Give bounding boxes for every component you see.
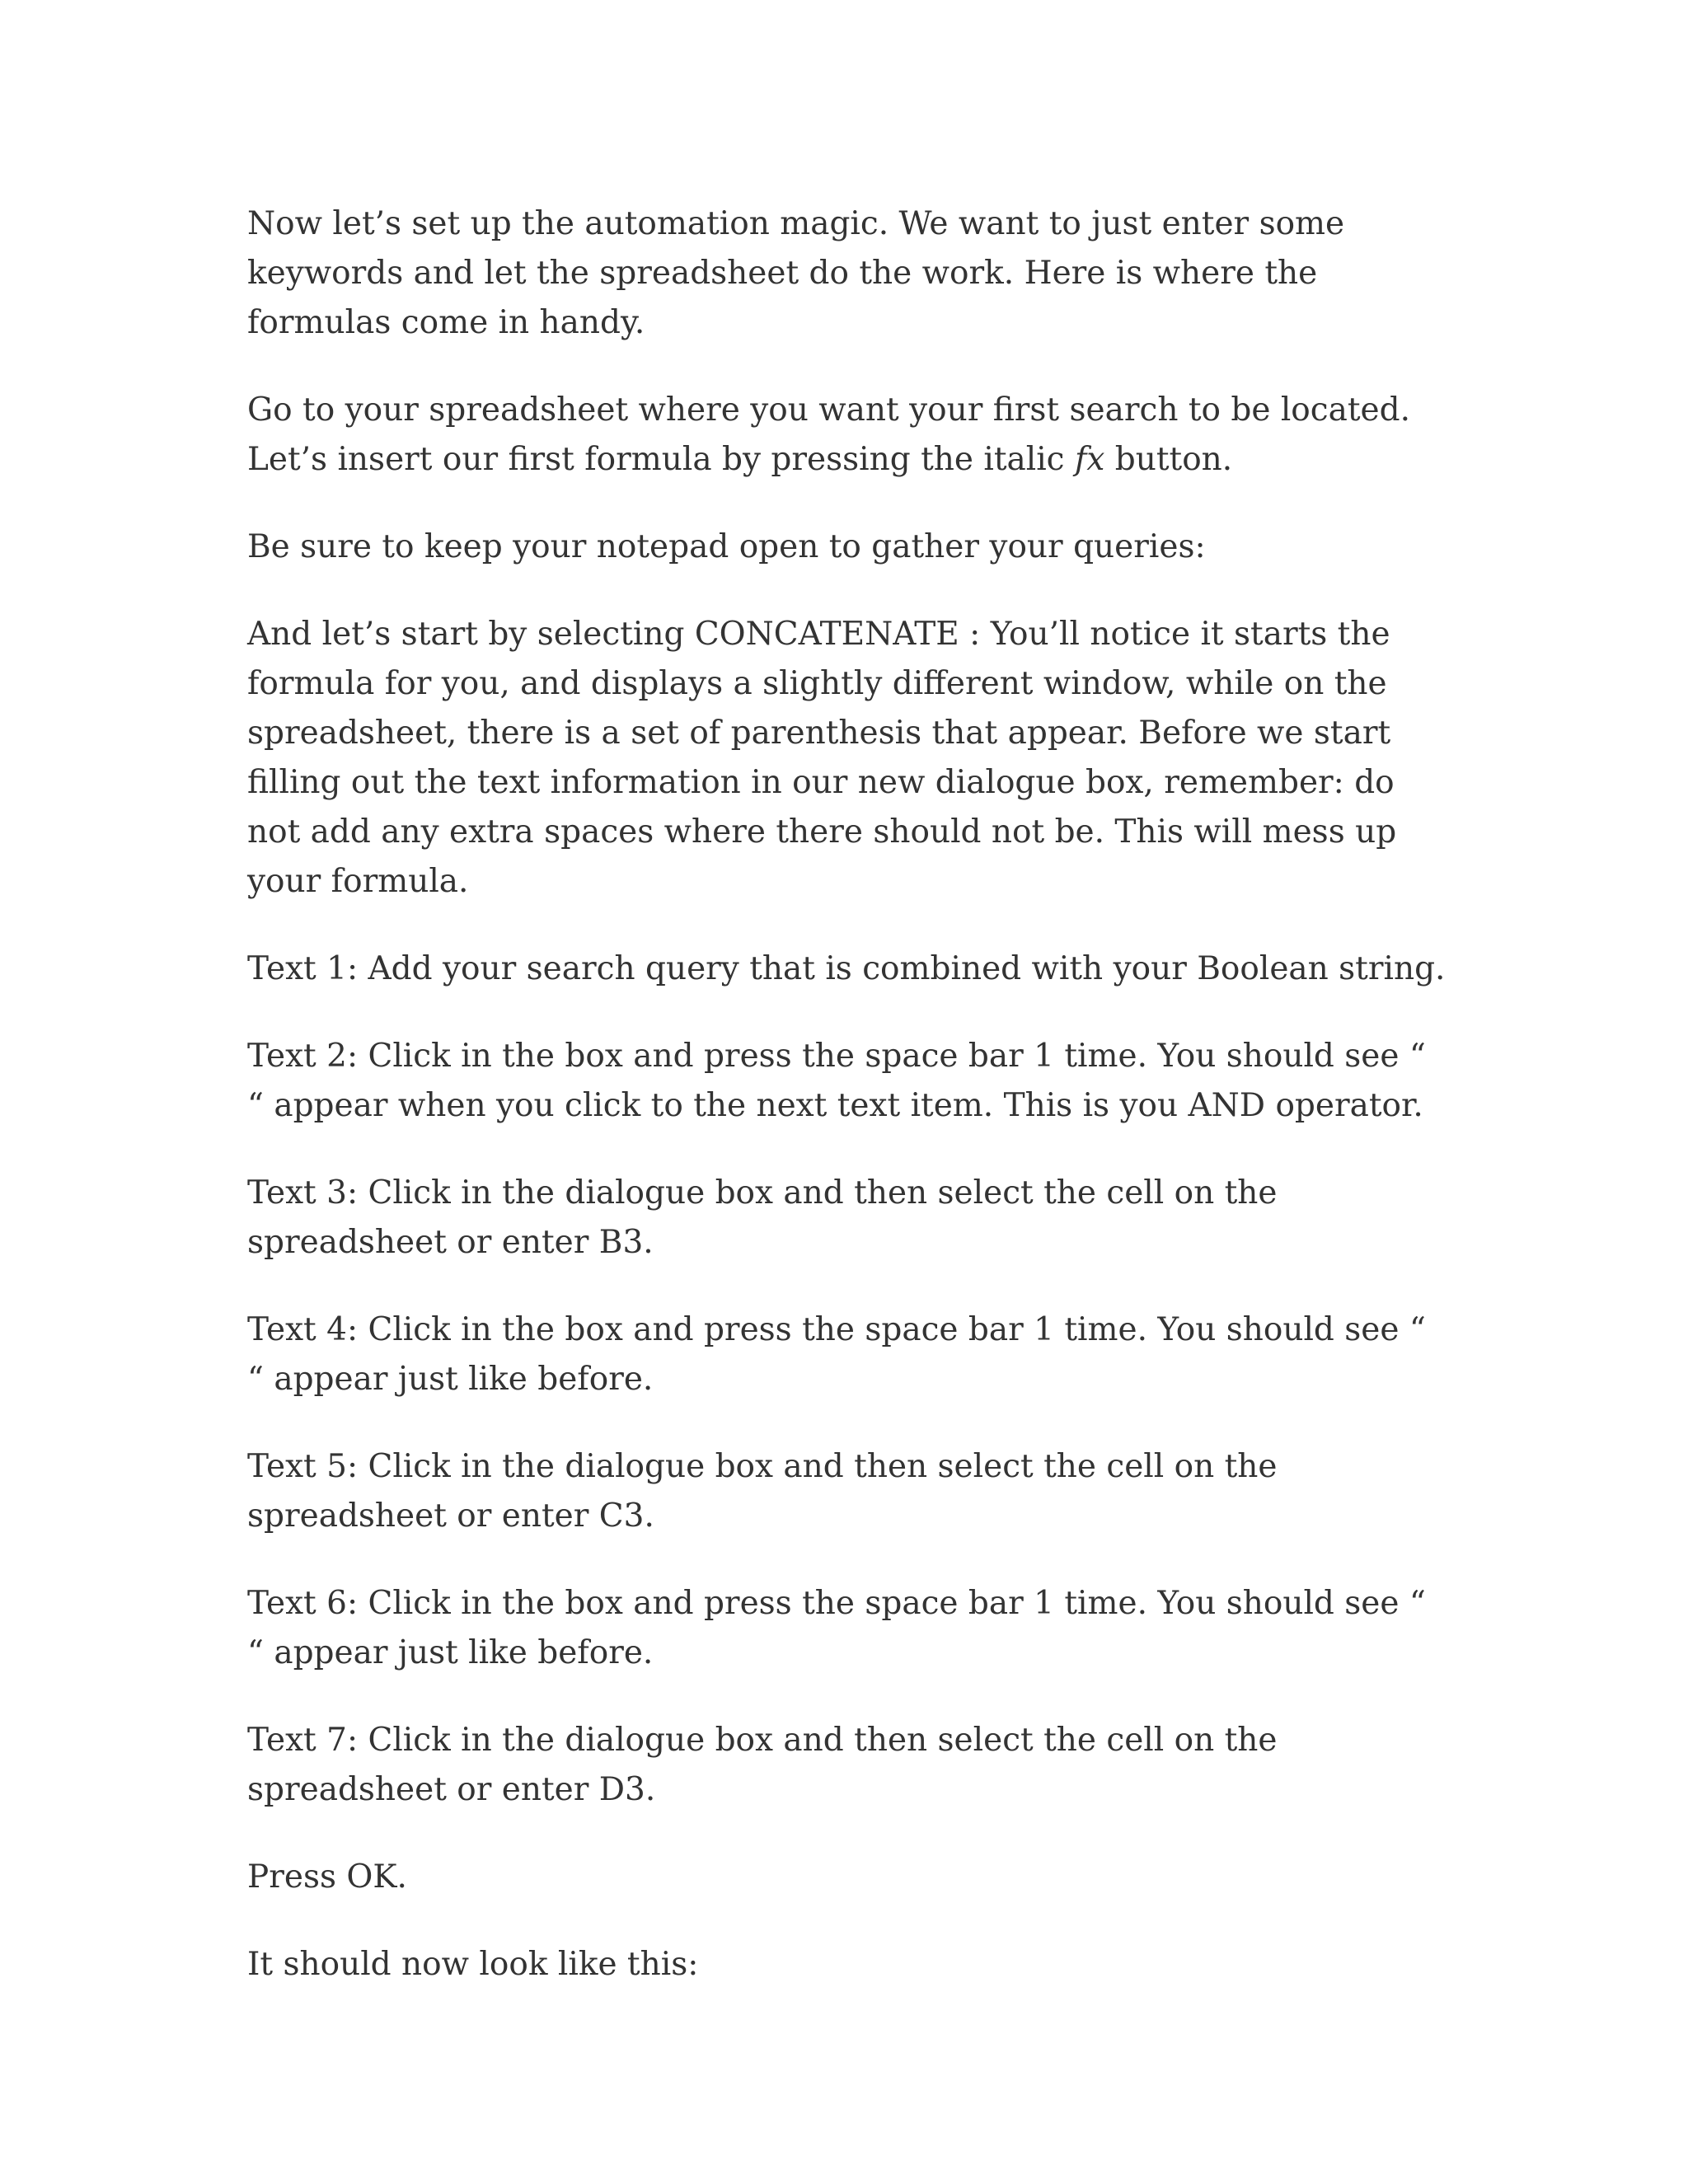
paragraph-insert-formula [247,386,1451,485]
paragraph-concatenate: And let’s start by selecting CONCATENATE : You’ll notice it starts the formula for you, and displays a slightly different window, while on the spreadsheet, there is a set of parenthesis that appear. Before we start filling out the text information in our new dialogue box, remember: do not add any extra spaces where there should not be. This will mess up your formula. [247,616,1397,900]
paragraph-insert-formula-end: button. [1104,441,1233,478]
paragraph-insert-formula-start: Go to your spreadsheet where you want your first search to be located. Let’s insert our first formula by pressing the italic [247,391,1410,478]
paragraph-look-like-this: It should now look like this: [247,1946,699,1983]
paragraph-text-3: Text 3: Click in the dialogue box and then select the cell on the spreadsheet or enter B3. [247,1174,1278,1261]
paragraph-text-7: Text 7: Click in the dialogue box and then select the cell on the spreadsheet or enter D3. [247,1722,1278,1808]
paragraph-text-4: Text 4: Click in the box and press the space bar 1 time. You should see “ “ appear just like before. [247,1311,1426,1398]
paragraph-notepad-reminder: Be sure to keep your notepad open to gather your queries: [247,528,1206,565]
fx-italic-text: fx [1074,441,1105,478]
paragraph-press-ok: Press OK. [247,1858,407,1896]
paragraph-automation-intro: Now let’s set up the automation magic. We want to just enter some keywords and let the spreadsheet do the work. Here is where the formulas come in handy. [247,205,1345,341]
paragraph-text-5: Text 5: Click in the dialogue box and then select the cell on the spreadsheet or enter C3. [247,1448,1278,1535]
paragraph-text-6: Text 6: Click in the box and press the space bar 1 time. You should see “ “ appear just like before. [247,1585,1426,1671]
paragraph-text-1: Text 1: Add your search query that is combined with your Boolean string. [247,950,1446,987]
document-body [247,199,1451,2027]
paragraph-text-2: Text 2: Click in the box and press the space bar 1 time. You should see “ “ appear when you click to the next text item. This is you AND operator. [247,1038,1426,1124]
